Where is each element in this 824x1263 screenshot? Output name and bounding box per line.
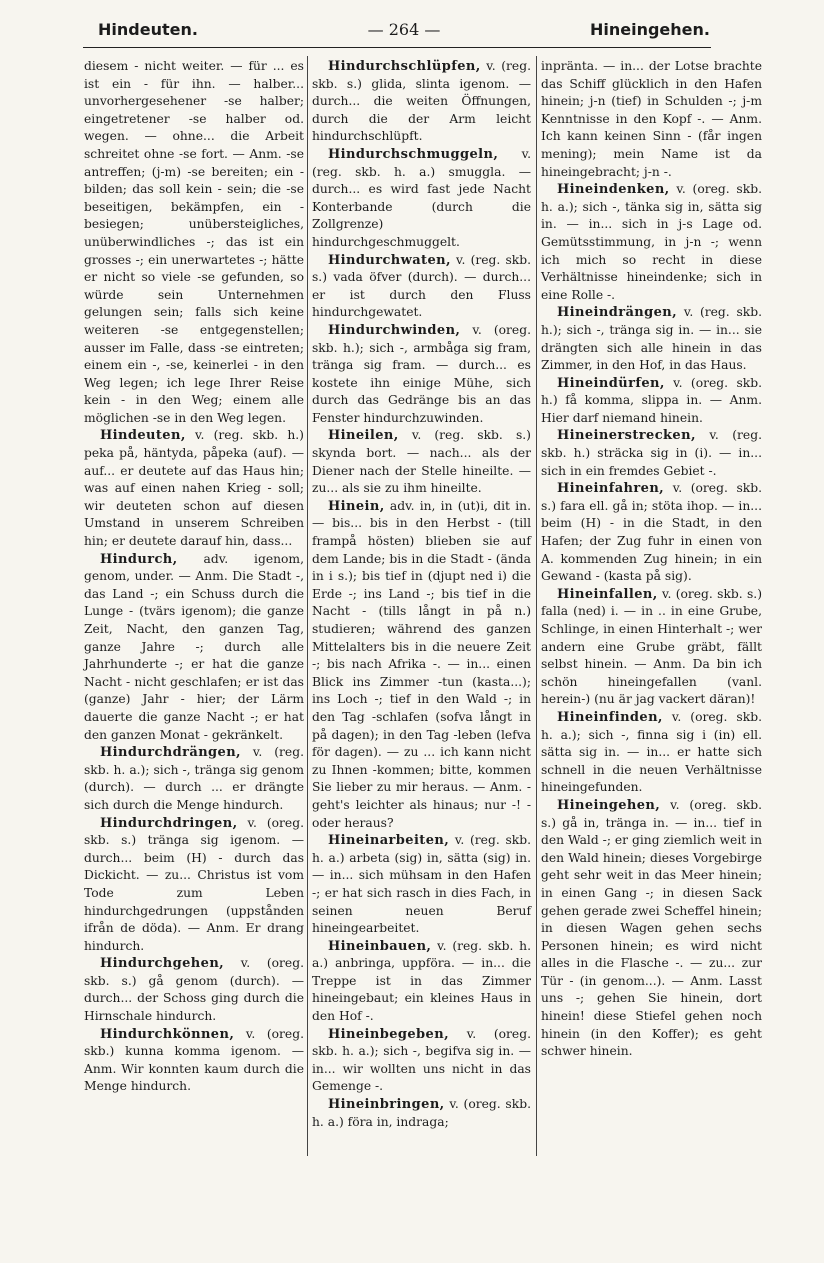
entry-headword: Hineinbringen, — [328, 1097, 445, 1113]
entry-body: v. (oreg. skb. s.) fara ell. gå in; stöta ihop. — in... beim (H) - in die Stadt, in den Hafen; der Zug fuhr in einen von A. kommenden Zug hinein; in ein Gewand - (kasta på sig). — [541, 481, 762, 584]
entry-headword: Hineinfinden, — [557, 709, 663, 725]
entry-headword: Hindurchkönnen, — [100, 1026, 235, 1042]
entry-body: v. (reg. skb. s.) glida, slinta igenom. — durch... die weiten Öffnungen, durch die der Arm leicht hindurchschlüpft. — [312, 59, 531, 144]
entry-body: v. (reg. skb. h. a.); sich -, tränga sig genom (durch). — durch ... er drängte sich durch die Menge hindurch. — [84, 745, 304, 812]
dictionary-entry — [84, 427, 304, 550]
column-divider-2 — [536, 56, 537, 1156]
dictionary-entry — [541, 709, 762, 797]
dictionary-entry — [84, 815, 304, 956]
entry-body: v. (oreg. skb. h. a.) föra in, indraga; — [312, 1097, 531, 1129]
dictionary-entry — [541, 181, 762, 304]
dictionary-entry — [541, 427, 762, 480]
entry-body: v. (reg. skb. h. a.) smuggla. — durch... es wird fast jede Nacht Konterbande (durch die Zollgrenze) hindurchgeschmuggelt. — [312, 146, 531, 249]
dictionary-entry — [84, 551, 304, 745]
entry-headword: Hindurchwaten, — [328, 252, 451, 268]
entry-body: v. (reg. skb. h.); sich -, tränga sig in. — in... sie drängten sich alle hinein in das Zimmer, in den Hof, in das Haus. — [541, 305, 762, 373]
entry-body: v. (reg. skb. s.) vada öfver (durch). — durch... er ist durch den Fluss hindurchgewatet. — [312, 252, 531, 320]
entry-body: adv. igenom, genom, under. — Anm. Die Stadt -, das Land -; ein Schuss durch die Lunge - (tvärs igenom); die ganze Zeit, Nacht, den ganzen Tag, ganze Jahre -; durch alle Jahrhunderte -; er hat die ganze Nacht - nicht geschlafen; er ist das (ganze) Jahr - hier; der Lärm dauerte die ganze Nacht -; er hat den ganzen Monat - gekränkelt. — [84, 551, 304, 742]
header-rule — [83, 47, 711, 48]
dictionary-entry — [541, 375, 762, 428]
entry-headword: Hindurchgehen, — [100, 956, 225, 972]
column-2 — [312, 58, 531, 1131]
entry-body: v. (oreg. skb. h. a.); sich -, finna sig i (in) ell. sätta sig in. — in... er hatte sich schnell in die neuen Verhältnisse hineingefunden. — [541, 709, 762, 795]
entry-headword: Hinein, — [328, 498, 385, 514]
dictionary-entry — [84, 1026, 304, 1096]
entry-headword: Hindurchwinden, — [328, 322, 461, 338]
column-1 — [84, 58, 304, 1096]
entry-headword: Hineindenken, — [557, 182, 670, 198]
dictionary-entry — [312, 1026, 531, 1096]
dictionary-entry — [312, 498, 531, 832]
entry-body: v. (oreg. skb. h. a.); sich -, tänka sig in, sätta sig in. — in... sich in j-s Lage od. Gemütsstimmung, in j-n -; wenn ich mich so recht in diese Verhältnisse hineindenke; sich in eine Rolle -. — [541, 182, 762, 302]
dictionary-entry — [312, 832, 531, 938]
dictionary-entry — [312, 427, 531, 497]
entry-body: v. (oreg. skb. h.); sich -, armbåga sig fram, tränga sig fram. — durch... es kostete ihn einige Mühe, sich durch das Gedränge bis an das Fenster hindurchzuwinden. — [312, 322, 531, 425]
entry-body: v. (reg. skb. h.) peka på, häntyda, påpeka (auf). — auf... er deutete auf das Haus hin; was auf einen nahen Krieg - soll; wir deuteten schon auf diesen Umstand in unserem Schreiben hin; er deutete darauf hin, dass... — [84, 428, 304, 549]
dictionary-entry — [312, 252, 531, 322]
entry-body: v. (reg. skb. s.) skynda bort. — nach... als der Diener nach der Stelle hineilte. — zu... als sie zu ihm hineilte. — [312, 428, 531, 496]
entry-body: v. (oreg. skb. h.) få komma, slippa in. — Anm. Hier darf niemand hinein. — [541, 375, 762, 425]
entry-headword: Hineinarbeiten, — [328, 833, 450, 849]
dictionary-entry — [541, 797, 762, 1061]
entry-body: v. (oreg. skb. s.) falla (ned) i. — in .. in eine Grube, Schlinge, in einen Hinterhalt -; wer andern eine Grube gräbt, fällt selbst hinein. — Anm. Da bin ich schön hineingefallen (vanl. herein-) (nu är jag vackert däran)! — [541, 586, 762, 707]
entry-headword: Hindurchdrängen, — [100, 745, 241, 761]
entry-headword: Hineindrängen, — [557, 305, 678, 321]
entry-headword: Hineinfallen, — [557, 586, 658, 602]
page-number: — 264 — — [367, 20, 441, 39]
entry-body: inpränta. — in... der Lotse brachte das Schiff glücklich in den Hafen hinein; j-n (tief) in Schulden -; j-m Kenntnisse in den Kopf -. — Anm. Ich kann keinen Sinn - (får ingen mening); mein Name ist da hineingebracht; j-n -. — [541, 59, 762, 179]
entry-headword: Hineinfahren, — [557, 481, 665, 497]
dictionary-entry — [541, 586, 762, 709]
entry-body: adv. in, in (ut)i, dit in. — bis... bis in den Herbst - (till frampå hösten) blieben sie auf dem Lande; bis in die Stadt - (ända in i s.); bis tief in (djupt ned i) die Erde -; ins Land -; bis tief in die Nacht - (tills långt in på n.) studieren; während des ganzen Mittelalters bis in die neuere Zeit -; bis nach Afrika -. — in... einen Blick ins Zimmer -tun (kasta...); ins Loch -; tief in den Wald -; in den Tag -schlafen (sofva långt in på dagen); in den Tag -leben (lefva för dagen). — zu ... ich kann nicht zu Ihnen -kommen; bitte, kommen Sie lieber zu mir heraus. — Anm. - geht's leichter als hinaus; nur -! - oder heraus? — [312, 498, 531, 830]
entry-headword: Hindurchschmuggeln, — [328, 146, 499, 162]
entry-headword: Hindurchschlüpfen, — [328, 59, 481, 74]
dictionary-entry — [312, 1096, 531, 1131]
header-right-guideword: Hineingehen. — [589, 20, 710, 39]
dictionary-entry — [312, 938, 531, 1026]
entry-headword: Hindeuten, — [100, 428, 186, 444]
dictionary-entry — [312, 322, 531, 428]
entry-headword: Hineinbauen, — [328, 938, 432, 954]
page-header — [98, 20, 710, 46]
entry-headword: Hineinerstrecken, — [557, 428, 696, 444]
entry-headword: Hineingehen, — [557, 797, 661, 813]
entry-body: v. (reg. skb. h. a.) anbringa, uppföra. — in... die Treppe ist in das Zimmer hineingebaut; ein kleines Haus in den Hof -. — [312, 938, 531, 1024]
entry-continuation — [84, 58, 304, 427]
entry-body: v. (oreg. skb. s.) gå in, tränga in. — in... tief in den Wald -; er ging ziemlich weit in den Wald hinein; dieses Vorgebirge geht sehr weit in das Meer hinein; in einen Gang -; in diesen Sack gehen gerade zwei Scheffel hinein; in diesen Wagen gehen sechs Personen hinein; es wird nicht alles in die Flasche -. — zu... zur Tür - (in genom...). — Anm. Lasst uns -; gehen Sie hinein, dort hinein! diese Stiefel gehen noch hinein (in den Koffer); es geht schwer hinein. — [541, 797, 762, 1059]
entry-body: v. (oreg. skb. s.) tränga sig igenom. — durch... beim (H) - durch das Dickicht. — zu... Christus ist vom Tode zum Leben hindurchgedrungen (uppstånden ifrån de döda). — Anm. Er drang hindurch. — [84, 815, 304, 953]
entry-body: v. (reg. skb. h.) sträcka sig in (i). — in... sich in ein fremdes Gebiet -. — [541, 428, 762, 478]
dictionary-entry — [541, 304, 762, 374]
dictionary-entry — [84, 744, 304, 814]
entry-headword: Hineilen, — [328, 428, 399, 444]
dictionary-entry — [84, 955, 304, 1025]
column-divider-1 — [307, 56, 308, 1156]
entry-headword: Hineinbegeben, — [328, 1026, 449, 1042]
dictionary-entry — [312, 146, 531, 252]
column-3 — [541, 58, 762, 1061]
dictionary-entry — [312, 58, 531, 146]
dictionary-entry — [541, 480, 762, 586]
header-left-guideword: Hindeuten. — [98, 20, 198, 39]
entry-body: v. (oreg. skb. h. a.); sich -, begifva sig in. — in... wir wollten uns nicht in das Gemenge -. — [312, 1026, 531, 1094]
entry-body: v. (reg. skb. h. a.) arbeta (sig) in, sätta (sig) in. — in... sich mühsam in den Hafen -; er hat sich rasch in dies Fach, in seinen neuen Beruf hineingearbeitet. — [312, 833, 531, 936]
entry-body: v. (oreg. skb.) kunna komma igenom. — Anm. Wir konnten kaum durch die Menge hindurch. — [84, 1026, 304, 1094]
entry-continuation — [541, 58, 762, 181]
entry-headword: Hineindürfen, — [557, 375, 665, 391]
entry-body: v. (oreg. skb. s.) gå genom (durch). — durch... der Schoss ging durch die Hirnschale hindurch. — [84, 956, 304, 1024]
entry-body: diesem - nicht weiter. — für ... es ist ein - für ihn. — halber... unvorhergesehener -se halber; eingetretener -se halber od. wegen. — ohne... die Arbeit schreitet ohne -se fort. — Anm. -se antreffen; (j-m) -se bereiten; ein - bilden; das soll kein - sein; die -se beseitigen, bekämpfen, ein - besiegen; unübersteigliches, unüberwindliches -; das ist ein grosses -; ein unerwartetes -; hätte er nicht so viele -se gefunden, so würde sein Unternehmen gelungen sein; falls sich keine weiteren -se entgegenstellen; ausser im Falle, dass -se eintreten; einem ein -, -se, keinerlei - in den Weg legen; ich lege Ihrer Reise kein - in den Weg; einem alle möglichen -se in den Weg legen. — [84, 59, 304, 425]
entry-headword: Hindurchdringen, — [100, 815, 238, 831]
entry-headword: Hindurch, — [100, 551, 178, 567]
